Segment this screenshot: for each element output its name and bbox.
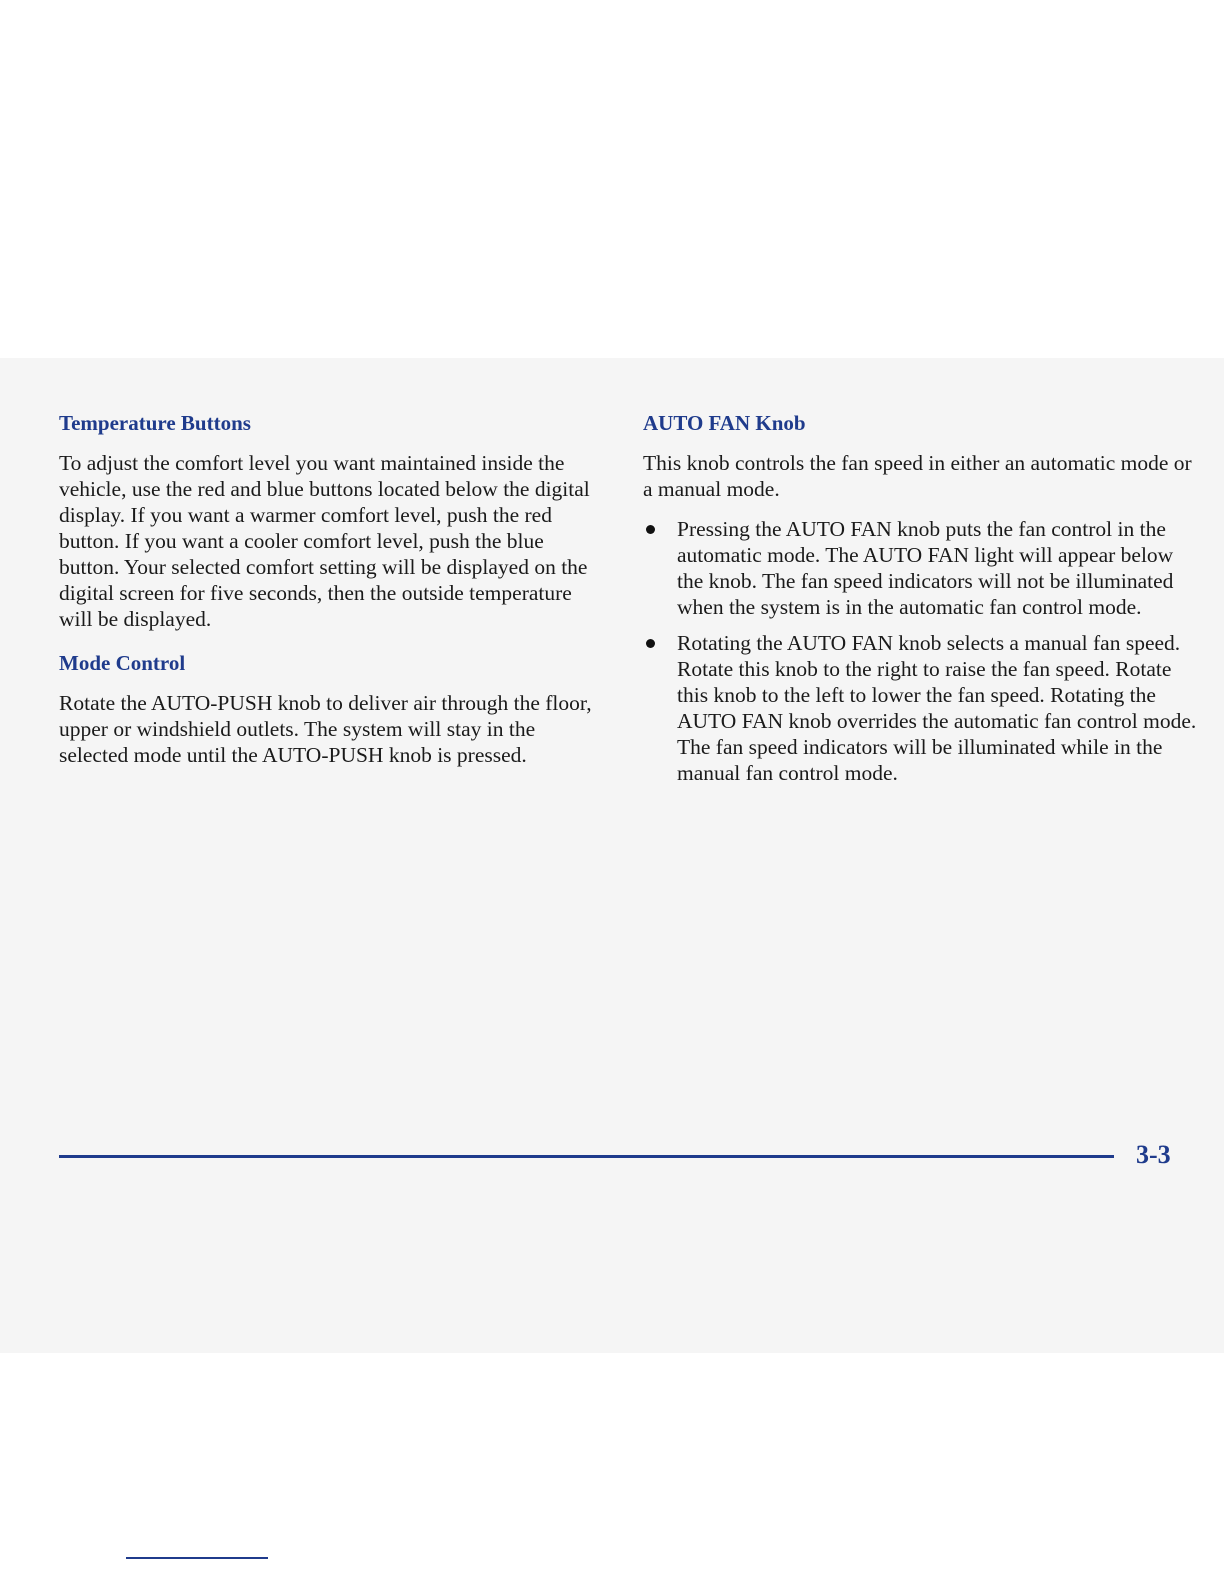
bullet-text: Pressing the AUTO FAN knob puts the fan control in the automatic mode. The AUTO FAN light will appear below the knob. The fan speed indicators will not be illuminated when the system is in the automatic fan control mode. <box>677 517 1174 619</box>
footer-divider <box>59 1155 1114 1158</box>
auto-fan-bullet-list <box>643 516 1203 786</box>
temperature-buttons-heading: Temperature Buttons <box>59 411 251 435</box>
list-item <box>643 516 1203 620</box>
bottom-short-rule <box>126 1557 268 1559</box>
auto-fan-knob-intro: This knob controls the fan speed in either an automatic mode or a manual mode. <box>643 451 1192 501</box>
mode-control-heading: Mode Control <box>59 651 186 675</box>
list-item <box>643 630 1203 786</box>
left-column <box>59 410 604 768</box>
mode-control-text: Rotate the AUTO-PUSH knob to deliver air through the floor, upper or windshield outlets. The system will stay in the selected mode until the AUTO-PUSH knob is pressed. <box>59 691 592 767</box>
page-number: 3-3 <box>1136 1140 1171 1169</box>
auto-fan-knob-heading: AUTO FAN Knob <box>643 411 806 435</box>
bullet-icon <box>646 525 655 534</box>
bullet-icon <box>646 639 655 648</box>
temperature-buttons-text: To adjust the comfort level you want maintained inside the vehicle, use the red and blue buttons located below the digital display. If you want a warmer comfort level, push the red button. If you want a cooler comfort level, push the blue button. Your selected comfort setting will be displayed on the digital screen for five seconds, then the outside temperature will be displayed. <box>59 451 590 631</box>
bullet-text: Rotating the AUTO FAN knob selects a manual fan speed. Rotate this knob to the right to raise the fan speed. Rotate this knob to the left to lower the fan speed. Rotating the AUTO FAN knob overrides the automatic fan control mode. The fan speed indicators will be illuminated while in the manual fan control mode. <box>677 631 1197 785</box>
right-column <box>643 410 1203 796</box>
